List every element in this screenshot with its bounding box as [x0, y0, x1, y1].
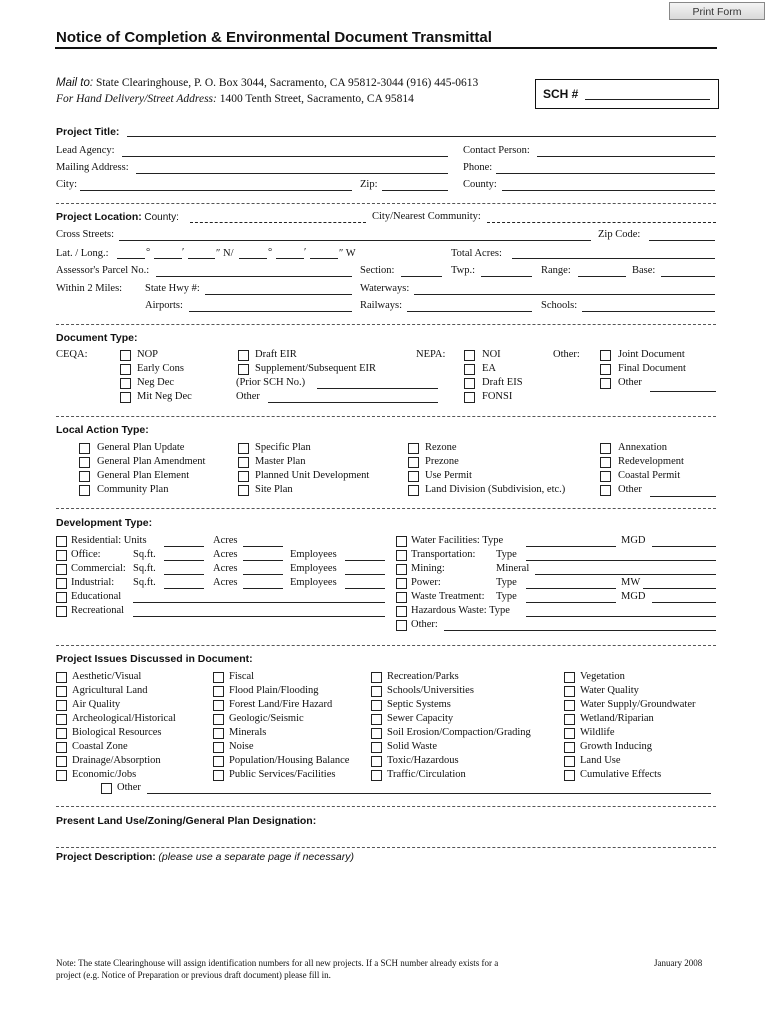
other-document-label: Other [618, 377, 642, 388]
schools-label: Schools: [541, 300, 578, 311]
commercial-sqft-field[interactable] [164, 574, 204, 575]
issue-traffic-circulation-checkbox[interactable] [371, 770, 382, 781]
nepa-label: NEPA: [416, 349, 446, 360]
issue-wildlife-checkbox[interactable] [564, 728, 575, 739]
rezone-label: Rezone [425, 442, 457, 453]
ea-checkbox[interactable] [464, 364, 475, 375]
waste-treatment-type-field[interactable] [526, 602, 616, 603]
planned-unit-development-checkbox[interactable] [238, 471, 249, 482]
mit-neg-dec-label: Mit Neg Dec [137, 391, 192, 402]
site-plan-checkbox[interactable] [238, 485, 249, 496]
commercial-employees-field[interactable] [345, 574, 385, 575]
issue-wetland-riparian-checkbox[interactable] [564, 714, 575, 725]
power-mw-field[interactable] [643, 588, 716, 589]
issue-wetland-riparian-label: Wetland/Riparian [580, 713, 654, 724]
issues-other-field[interactable] [147, 793, 711, 794]
project-issues-label: Project Issues Discussed in Document: [56, 653, 253, 665]
draft-eir-checkbox[interactable] [238, 350, 249, 361]
project-description-note: (please use a separate page if necessary) [158, 851, 354, 863]
issue-growth-inducing-checkbox[interactable] [564, 742, 575, 753]
annexation-checkbox[interactable] [600, 443, 611, 454]
issue-drainage-absorption-checkbox[interactable] [56, 756, 67, 767]
early-cons-checkbox[interactable] [120, 364, 131, 375]
site-plan-label: Site Plan [255, 484, 293, 495]
phone-label: Phone: [463, 162, 493, 173]
lat-degree-symbol: ° [146, 247, 151, 258]
hand-delivery-line [56, 93, 414, 105]
issue-toxic-hazardous-checkbox[interactable] [371, 756, 382, 767]
issue-flood-plain-flooding-checkbox[interactable] [213, 686, 224, 697]
prezone-label: Prezone [425, 456, 459, 467]
general-plan-update-checkbox[interactable] [79, 443, 90, 454]
water-facilities-type-field[interactable] [526, 546, 616, 547]
fonsi-label: FONSI [482, 391, 513, 402]
lead-agency-label: Lead Agency: [56, 145, 115, 156]
use-permit-checkbox[interactable] [408, 471, 419, 482]
issue-sewer-capacity-checkbox[interactable] [371, 714, 382, 725]
lat-north-label: ″ N/ [216, 248, 234, 259]
county-field[interactable] [502, 190, 715, 191]
state-hwy-label: State Hwy #: [145, 283, 200, 294]
residential-acres-label: Acres [213, 535, 238, 546]
industrial-acres-label: Acres [213, 577, 238, 588]
educational-checkbox[interactable] [56, 592, 67, 603]
title-rule [55, 47, 717, 49]
section-divider [56, 203, 716, 204]
mailing-address-field[interactable] [136, 173, 448, 174]
issue-water-supply-groundwater-label: Water Supply/Groundwater [580, 699, 696, 710]
supplement-eir-label: Supplement/Subsequent EIR [255, 363, 377, 374]
issue-archeological-historical-label: Archeological/Historical [72, 713, 176, 724]
general-plan-element-checkbox[interactable] [79, 471, 90, 482]
recreational-field[interactable] [133, 616, 385, 617]
issue-schools-universities-label: Schools/Universities [387, 685, 474, 696]
issue-economic-jobs-label: Economic/Jobs [72, 769, 137, 780]
issue-recreation-parks-checkbox[interactable] [371, 672, 382, 683]
twp-label: Twp.: [451, 265, 476, 276]
commercial-checkbox[interactable] [56, 564, 67, 575]
waste-mgd-label: MGD [621, 591, 646, 602]
local-action-label: Local Action Type: [56, 424, 149, 436]
issue-agricultural-land-label: Agricultural Land [72, 685, 148, 696]
educational-label: Educational [71, 591, 122, 602]
power-checkbox[interactable] [396, 578, 407, 589]
range-field[interactable] [578, 276, 626, 277]
section-divider [56, 324, 716, 325]
issue-noise-label: Noise [229, 741, 254, 752]
development-other-checkbox[interactable] [396, 620, 407, 631]
footer-note-line2: project (e.g. Notice of Preparation or previous draft document) please fill in. [56, 970, 331, 980]
mineral-field[interactable] [535, 574, 716, 575]
issue-recreation-parks-label: Recreation/Parks [387, 671, 459, 682]
issue-coastal-zone-checkbox[interactable] [56, 742, 67, 753]
commercial-employees-label: Employees [290, 563, 337, 574]
hand-delivery-address: 1400 Tenth Street, Sacramento, CA 95814 [219, 93, 414, 105]
noi-label: NOI [482, 349, 501, 360]
issue-septic-systems-label: Septic Systems [387, 699, 451, 710]
twp-field[interactable] [481, 276, 532, 277]
industrial-employees-field[interactable] [345, 588, 385, 589]
airports-label: Airports: [145, 300, 183, 311]
general-plan-amendment-label: General Plan Amendment [97, 456, 206, 467]
power-mw-label: MW [621, 577, 641, 588]
office-label: Office: [71, 549, 101, 560]
general-plan-element-label: General Plan Element [97, 470, 190, 481]
educational-field[interactable] [133, 602, 385, 603]
parcel-field[interactable] [156, 276, 352, 277]
master-plan-label: Master Plan [255, 456, 306, 467]
contact-person-label: Contact Person: [463, 145, 530, 156]
nop-label: NOP [137, 349, 159, 360]
issue-biological-resources-label: Biological Resources [72, 727, 162, 738]
waste-treatment-type-label: Type [496, 591, 517, 602]
residential-acres-field[interactable] [243, 546, 283, 547]
issue-archeological-historical-checkbox[interactable] [56, 714, 67, 725]
industrial-employees-label: Employees [290, 577, 337, 588]
issue-fiscal-checkbox[interactable] [213, 672, 224, 683]
neg-dec-checkbox[interactable] [120, 378, 131, 389]
industrial-checkbox[interactable] [56, 578, 67, 589]
waste-mgd-field[interactable] [652, 602, 716, 603]
lat-seconds-field[interactable] [188, 258, 215, 259]
issue-noise-checkbox[interactable] [213, 742, 224, 753]
issue-water-quality-checkbox[interactable] [564, 686, 575, 697]
mail-to-address: State Clearinghouse, P. O. Box 3044, Sacramento, CA 95812-3044 (916) 445-0613 [95, 77, 479, 89]
draft-eis-checkbox[interactable] [464, 378, 475, 389]
industrial-acres-field[interactable] [243, 588, 283, 589]
residential-checkbox[interactable] [56, 536, 67, 547]
sch-number-field[interactable] [585, 99, 710, 100]
county-label: County: [463, 179, 497, 190]
local-other-checkbox[interactable] [600, 485, 611, 496]
use-permit-label: Use Permit [425, 470, 472, 481]
other-doc-label: Other: [553, 349, 580, 360]
mail-to-label: Mail to: [56, 77, 94, 89]
issue-cumulative-effects-label: Cumulative Effects [580, 769, 662, 780]
issue-air-quality-checkbox[interactable] [56, 700, 67, 711]
long-degrees-field[interactable] [239, 258, 267, 259]
waste-treatment-checkbox[interactable] [396, 592, 407, 603]
section-field[interactable] [401, 276, 442, 277]
railways-field[interactable] [407, 311, 532, 312]
issue-growth-inducing-label: Growth Inducing [580, 741, 653, 752]
specific-plan-checkbox[interactable] [238, 443, 249, 454]
prior-sch-label: (Prior SCH No.) [236, 377, 306, 388]
airports-field[interactable] [189, 311, 352, 312]
issue-aesthetic-visual-checkbox[interactable] [56, 672, 67, 683]
water-mgd-label: MGD [621, 535, 646, 546]
transportation-checkbox[interactable] [396, 550, 407, 561]
early-cons-label: Early Cons [137, 363, 184, 374]
joint-document-label: Joint Document [618, 349, 685, 360]
water-facilities-checkbox[interactable] [396, 536, 407, 547]
issue-water-quality-label: Water Quality [580, 685, 639, 696]
long-west-label: ″ W [339, 248, 356, 259]
phone-field[interactable] [496, 173, 715, 174]
issue-land-use-checkbox[interactable] [564, 756, 575, 767]
issue-coastal-zone-label: Coastal Zone [72, 741, 128, 752]
issue-population-housing-balance-checkbox[interactable] [213, 756, 224, 767]
hazardous-waste-label: Hazardous Waste: Type [411, 605, 510, 616]
industrial-sqft-label: Sq.ft. [133, 577, 156, 588]
office-acres-label: Acres [213, 549, 238, 560]
power-label: Power: [411, 577, 441, 588]
hazardous-waste-checkbox[interactable] [396, 606, 407, 617]
project-location-row [56, 211, 179, 223]
state-hwy-field[interactable] [205, 294, 352, 295]
industrial-sqft-field[interactable] [164, 588, 204, 589]
residential-units-field[interactable] [164, 546, 204, 547]
section-divider [56, 508, 716, 509]
annexation-label: Annexation [618, 442, 667, 453]
planned-unit-development-label: Planned Unit Development [255, 470, 370, 481]
cross-streets-field[interactable] [119, 240, 591, 241]
supplement-eir-checkbox[interactable] [238, 364, 249, 375]
issue-population-housing-balance-label: Population/Housing Balance [229, 755, 350, 766]
office-employees-field[interactable] [345, 560, 385, 561]
issue-economic-jobs-checkbox[interactable] [56, 770, 67, 781]
footer-note-line1: Note: The state Clearinghouse will assign identification numbers for all new projects. If a SCH number already exists for a [56, 958, 499, 968]
mailing-address-label: Mailing Address: [56, 162, 129, 173]
waterways-label: Waterways: [360, 283, 410, 294]
city-field[interactable] [80, 190, 352, 191]
lat-degrees-field[interactable] [117, 258, 145, 259]
ea-label: EA [482, 363, 496, 374]
prior-sch-field[interactable] [317, 388, 438, 389]
mining-label: Mining: [411, 563, 445, 574]
section-label: Section: [360, 265, 395, 276]
project-title-label: Project Title: [56, 126, 120, 138]
fonsi-checkbox[interactable] [464, 392, 475, 403]
issue-schools-universities-checkbox[interactable] [371, 686, 382, 697]
location-county-label: County: [144, 212, 179, 223]
issue-wildlife-label: Wildlife [580, 727, 615, 738]
rezone-checkbox[interactable] [408, 443, 419, 454]
redevelopment-label: Redevelopment [618, 456, 684, 467]
base-label: Base: [632, 265, 656, 276]
office-checkbox[interactable] [56, 550, 67, 561]
long-minutes-field[interactable] [276, 258, 304, 259]
total-acres-field[interactable] [512, 258, 715, 259]
development-other-field[interactable] [444, 630, 716, 631]
project-location-label: Project Location: [56, 211, 142, 223]
contact-person-field[interactable] [537, 156, 715, 157]
lead-agency-field[interactable] [122, 156, 448, 157]
general-plan-amendment-checkbox[interactable] [79, 457, 90, 468]
commercial-sqft-label: Sq.ft. [133, 563, 156, 574]
issue-forest-land-fire-hazard-label: Forest Land/Fire Hazard [229, 699, 333, 710]
sch-label: SCH # [543, 87, 579, 101]
waste-treatment-label: Waste Treatment: [411, 591, 485, 602]
issue-traffic-circulation-label: Traffic/Circulation [387, 769, 466, 780]
recreational-checkbox[interactable] [56, 606, 67, 617]
specific-plan-label: Specific Plan [255, 442, 311, 453]
issue-toxic-hazardous-label: Toxic/Hazardous [387, 755, 459, 766]
project-description-label: Project Description: [56, 851, 156, 863]
issue-geologic-seismic-label: Geologic/Seismic [229, 713, 304, 724]
other-document-field[interactable] [650, 391, 716, 392]
residential-label: Residential: Units [71, 535, 147, 546]
lat-minutes-field[interactable] [154, 258, 182, 259]
prezone-checkbox[interactable] [408, 457, 419, 468]
section-divider [56, 645, 716, 646]
industrial-label: Industrial: [71, 577, 115, 588]
issue-public-services-facilities-label: Public Services/Facilities [229, 769, 336, 780]
issue-land-use-label: Land Use [580, 755, 621, 766]
transportation-label: Transportation: [411, 549, 476, 560]
city-label: City: [56, 179, 78, 190]
schools-field[interactable] [582, 311, 715, 312]
power-type-label: Type [496, 577, 517, 588]
total-acres-label: Total Acres: [451, 248, 502, 259]
base-field[interactable] [661, 276, 715, 277]
issues-other-label: Other [117, 782, 141, 793]
issue-minerals-label: Minerals [229, 727, 267, 738]
land-use-label: Present Land Use/Zoning/General Plan Designation: [56, 815, 317, 827]
development-other-label: Other: [411, 619, 438, 630]
local-other-label: Other [618, 484, 642, 495]
transportation-type-label: Type [496, 549, 517, 560]
mineral-label: Mineral [496, 563, 530, 574]
water-mgd-field[interactable] [652, 546, 716, 547]
zip-field[interactable] [382, 190, 448, 191]
general-plan-update-label: General Plan Update [97, 442, 185, 453]
community-plan-label: Community Plan [97, 484, 169, 495]
water-facilities-label: Water Facilities: Type [411, 535, 504, 546]
redevelopment-checkbox[interactable] [600, 457, 611, 468]
issue-public-services-facilities-checkbox[interactable] [213, 770, 224, 781]
issue-minerals-checkbox[interactable] [213, 728, 224, 739]
print-form-button[interactable]: Print Form [669, 2, 765, 20]
city-community-label: City/Nearest Community: [372, 211, 481, 222]
lat-minute-symbol: ′ [182, 247, 185, 258]
other-document-checkbox[interactable] [600, 378, 611, 389]
zip-code-label: Zip Code: [598, 229, 641, 240]
issue-septic-systems-checkbox[interactable] [371, 700, 382, 711]
location-county-field[interactable] [190, 222, 366, 223]
zip-label: Zip: [360, 179, 378, 190]
ceqa-label: CEQA: [56, 349, 88, 360]
office-employees-label: Employees [290, 549, 337, 560]
issue-solid-waste-label: Solid Waste [387, 741, 438, 752]
commercial-label: Commercial: [71, 563, 126, 574]
section-divider [56, 847, 716, 848]
land-division-label: Land Division (Subdivision, etc.) [425, 484, 566, 495]
range-label: Range: [541, 265, 571, 276]
mining-checkbox[interactable] [396, 564, 407, 575]
coastal-permit-checkbox[interactable] [600, 471, 611, 482]
zip-code-field[interactable] [649, 240, 715, 241]
transportation-type-field[interactable] [526, 560, 716, 561]
recreational-label: Recreational [71, 605, 125, 616]
master-plan-checkbox[interactable] [238, 457, 249, 468]
parcel-label: Assessor's Parcel No.: [56, 265, 150, 276]
joint-document-checkbox[interactable] [600, 350, 611, 361]
mit-neg-dec-checkbox[interactable] [120, 392, 131, 403]
issue-vegetation-checkbox[interactable] [564, 672, 575, 683]
issue-air-quality-label: Air Quality [72, 699, 121, 710]
ceqa-other-field[interactable] [268, 402, 438, 403]
local-other-field[interactable] [650, 496, 716, 497]
issue-sewer-capacity-label: Sewer Capacity [387, 713, 454, 724]
issue-soil-erosion-compaction-grading-label: Soil Erosion/Compaction/Grading [387, 727, 531, 738]
issue-forest-land-fire-hazard-checkbox[interactable] [213, 700, 224, 711]
page-title: Notice of Completion & Environmental Document Transmittal [56, 29, 492, 46]
office-sqft-field[interactable] [164, 560, 204, 561]
issue-geologic-seismic-checkbox[interactable] [213, 714, 224, 725]
city-community-field[interactable] [487, 222, 716, 223]
document-type-label: Document Type: [56, 332, 138, 344]
issue-soil-erosion-compaction-grading-checkbox[interactable] [371, 728, 382, 739]
cross-streets-label: Cross Streets: [56, 229, 115, 240]
hand-delivery-label: For Hand Delivery/Street Address: [56, 93, 217, 105]
project-description-row [56, 851, 354, 863]
neg-dec-label: Neg Dec [137, 377, 175, 388]
project-title-field[interactable] [127, 136, 716, 137]
issue-solid-waste-checkbox[interactable] [371, 742, 382, 753]
mail-to-line [56, 77, 478, 89]
ceqa-other-label: Other [236, 391, 260, 402]
final-document-checkbox[interactable] [600, 364, 611, 375]
issue-agricultural-land-checkbox[interactable] [56, 686, 67, 697]
draft-eir-label: Draft EIR [255, 349, 297, 360]
railways-label: Railways: [360, 300, 402, 311]
issue-fiscal-label: Fiscal [229, 671, 255, 682]
lat-long-label: Lat. / Long.: [56, 248, 109, 259]
issue-vegetation-label: Vegetation [580, 671, 625, 682]
power-type-field[interactable] [526, 588, 616, 589]
land-division-checkbox[interactable] [408, 485, 419, 496]
office-sqft-label: Sq.ft. [133, 549, 156, 560]
within-two-miles-label: Within 2 Miles: [56, 283, 123, 294]
draft-eis-label: Draft EIS [482, 377, 523, 388]
waterways-field[interactable] [414, 294, 715, 295]
community-plan-checkbox[interactable] [79, 485, 90, 496]
issue-aesthetic-visual-label: Aesthetic/Visual [72, 671, 142, 682]
coastal-permit-label: Coastal Permit [618, 470, 681, 481]
section-divider [56, 806, 716, 807]
issue-drainage-absorption-label: Drainage/Absorption [72, 755, 161, 766]
issue-water-supply-groundwater-checkbox[interactable] [564, 700, 575, 711]
development-type-label: Development Type: [56, 517, 153, 529]
issues-other-checkbox[interactable] [101, 783, 112, 794]
issue-biological-resources-checkbox[interactable] [56, 728, 67, 739]
final-document-label: Final Document [618, 363, 686, 374]
nop-checkbox[interactable] [120, 350, 131, 361]
office-acres-field[interactable] [243, 560, 283, 561]
issue-cumulative-effects-checkbox[interactable] [564, 770, 575, 781]
issue-flood-plain-flooding-label: Flood Plain/Flooding [229, 685, 319, 696]
long-seconds-field[interactable] [310, 258, 338, 259]
commercial-acres-field[interactable] [243, 574, 283, 575]
long-minute-symbol: ′ [304, 247, 307, 258]
section-divider [56, 416, 716, 417]
long-degree-symbol: ° [268, 247, 273, 258]
hazardous-waste-type-field[interactable] [526, 616, 716, 617]
commercial-acres-label: Acres [213, 563, 238, 574]
noi-checkbox[interactable] [464, 350, 475, 361]
revision-date: January 2008 [654, 958, 703, 968]
